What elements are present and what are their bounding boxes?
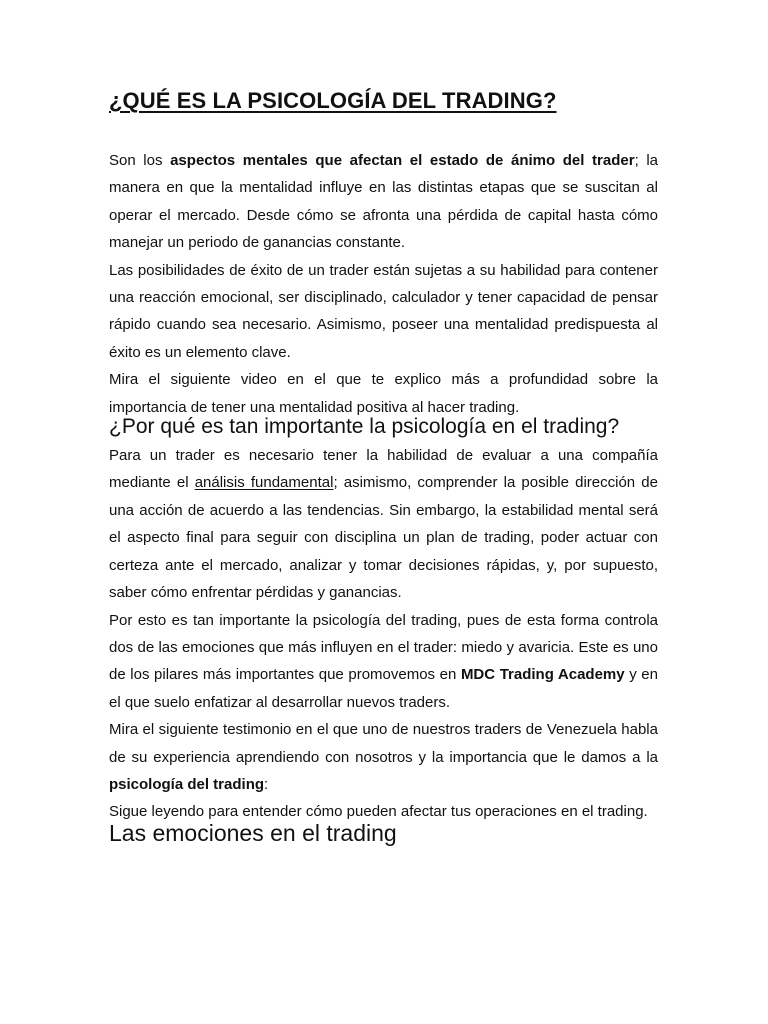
psychology-text-start: Por esto es tan importante la psicología del trading, pues de esta forma controla dos de las emociones que más influyen en el trader: miedo y avaricia. Este es uno de los pilares más importantes que promovemos en <box>109 611 658 684</box>
intro-text-end: ; la manera en que la mentalidad influye en las distintas etapas que se suscitan al operar el mercado. Desde cómo se afronta una pérdida de capital hasta cómo manejar un periodo de ganancias constante. <box>109 152 659 252</box>
fundamental-analysis-paragraph <box>109 442 658 606</box>
page-title: ¿QUÉ ES LA PSICOLOGÍA DEL TRADING? <box>109 88 557 113</box>
testimonial-bold-phrase: psicología del trading <box>109 775 265 793</box>
testimonial-paragraph <box>109 716 658 798</box>
testimonial-text-end: : <box>264 775 269 793</box>
section-heading-emotions: Las emociones en el trading <box>109 819 397 846</box>
testimonial-text-start: Mira el siguiente testimonio en el que uno de nuestros traders de Venezuela habla de su experiencia aprendiendo con nosotros y la importancia que le damos a la <box>109 721 658 766</box>
academy-name: MDC Trading Academy <box>460 666 625 684</box>
intro-bold-phrase: aspectos mentales que afectan el estado de ánimo del trader <box>170 152 635 169</box>
section-heading-importance: ¿Por qué es tan importante la psicología en el trading? <box>109 415 620 439</box>
intro-paragraph <box>109 147 658 257</box>
fundamental-text-end: ; asimismo, comprender la posible dirección de una acción de acuerdo a las tendencias. Sin embargo, la estabilidad mental será el aspecto final para seguir con disciplina un plan de trading, poder actuar con certeza ante el mercado, analizar y tomar decisiones rápidas, y, por supuesto, saber cómo enfrentar pérdidas y ganancias. <box>109 474 658 602</box>
intro-text-start: Son los <box>109 152 171 169</box>
success-paragraph: Las posibilidades de éxito de un trader están sujetas a su habilidad para contener una reacción emocional, ser disciplinado, calculador y tener capacidad de pensar rápido cuando sea necesario. Asimismo, poseer una mentalidad predispuesta al éxito es un elemento clave. <box>109 261 658 361</box>
video-paragraph: Mira el siguiente video en el que te explico más a profundidad sobre la importancia de tener una mentalidad positiva al hacer trading. <box>109 371 658 416</box>
fundamental-analysis-link[interactable]: análisis fundamental <box>194 474 334 492</box>
psychology-importance-paragraph <box>109 607 658 717</box>
psychology-text-end: y en el que suelo enfatizar al desarrollar nuevos traders. <box>109 666 658 711</box>
document-page <box>109 82 658 846</box>
fundamental-text-start: Para un trader es necesario tener la habilidad de evaluar a una compañía mediante el <box>109 447 658 492</box>
continue-reading-paragraph: Sigue leyendo para entender cómo pueden afectar tus operaciones en el trading. <box>109 803 648 821</box>
